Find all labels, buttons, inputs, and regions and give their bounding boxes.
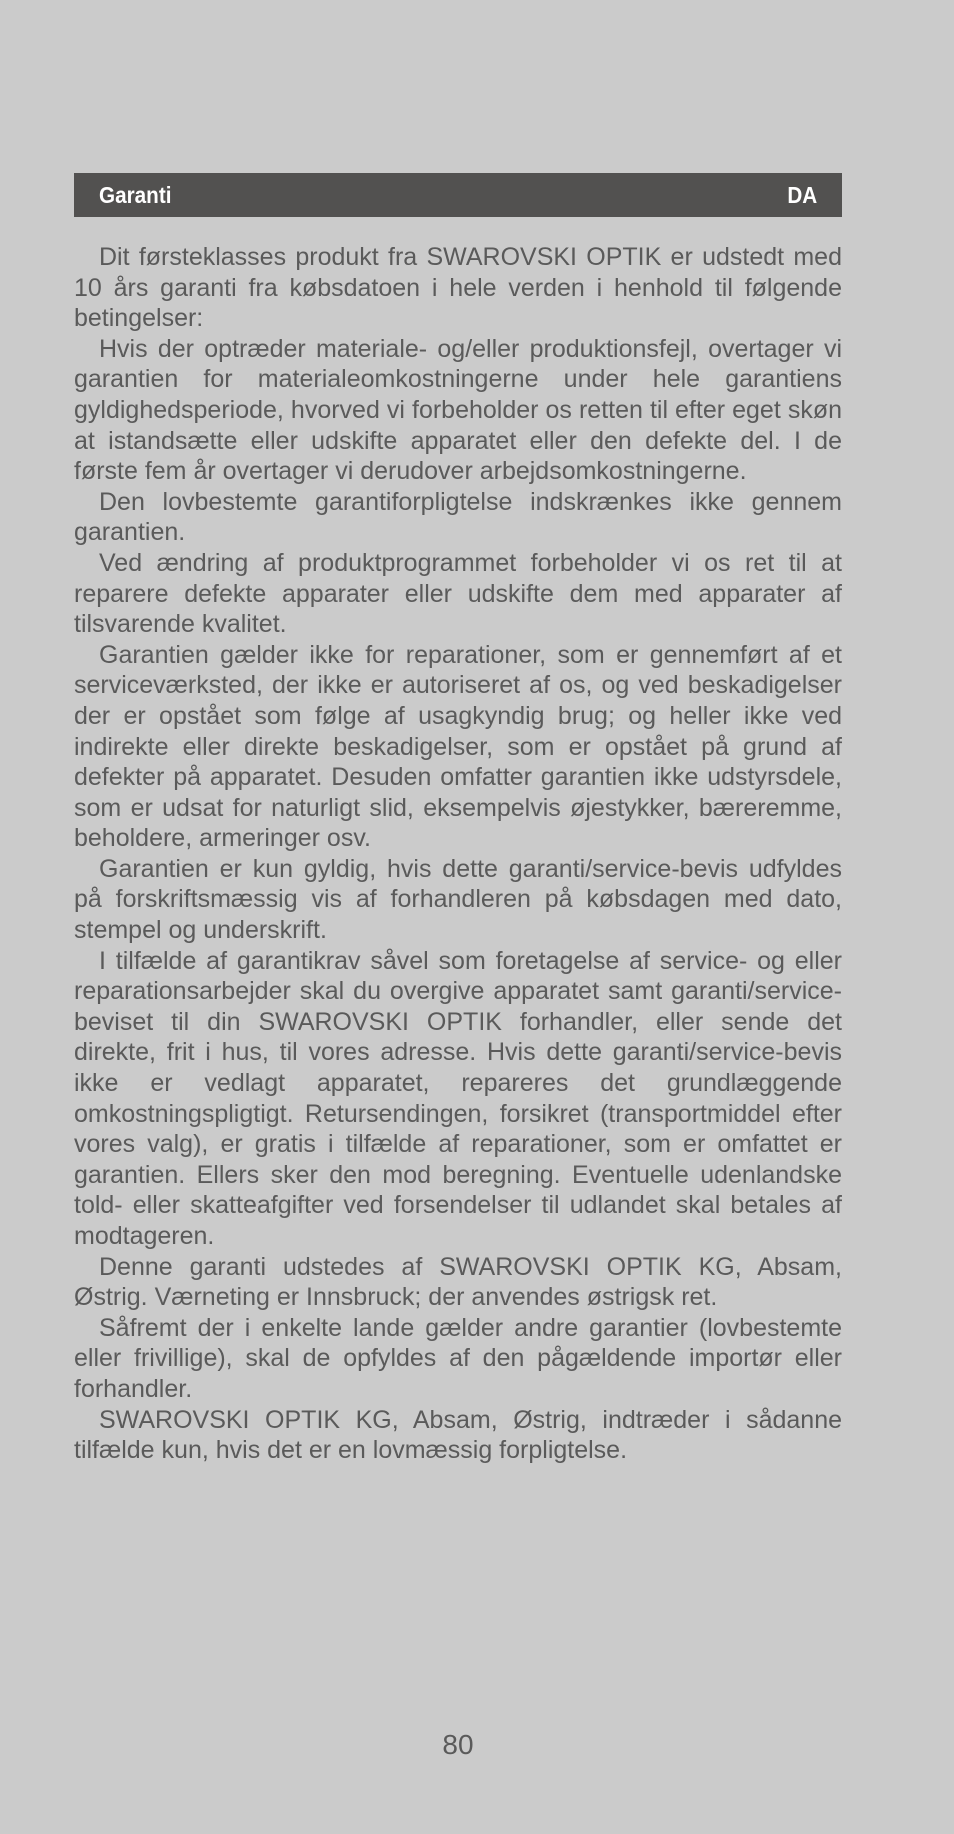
paragraph: Dit førsteklasses produkt fra SWAROVSKI OPTIK er udstedt med 10 års garanti fra købsdatoen i hele verden i henhold til følgende betingelser: [74, 243, 842, 333]
paragraph: I tilfælde af garantikrav såvel som foretagelse af service- og eller reparationsarbejder skal du overgive apparatet samt garanti/​service-beviset til din SWAROVSKI OPTIK forhandler, eller sende det direkte, frit i hus, til vores adresse. Hvis dette garanti/service-​bevis ikke er vedlagt apparatet, repareres det grundlæggende omkostningspligtigt. Retursendingen, forsikret (transportmiddel efter vores valg), er gratis i tilfælde af reparationer, som er omfattet er garantien. Ellers sker den mod beregning. Eventuelle udenlandske told- eller skatteafgifter ved forsendelser til udlandet skal betales af modtageren. [74, 946, 842, 1250]
section-header-bar [74, 173, 842, 217]
warranty-text [74, 242, 842, 1466]
paragraph: Hvis der optræder materiale- og/eller produktionsfejl, overtager vi garantien for materialeomkostningerne under hele garantiens gyldighedsperiode, hvorved vi forbeholder os retten til efter eget skøn at istandsætte eller udskifte apparatet eller den defekte del. I de første fem år overtager vi derudover arbejdsomkostningerne. [74, 334, 842, 486]
paragraph: Den lovbestemte garantiforpligtelse indskrænkes ikke gennem garantien. [74, 487, 842, 547]
paragraph: Ved ændring af produktprogrammet forbeholder vi os ret til at reparere defekte apparater eller udskifte dem med apparater af tilsvarende kvalitet. [74, 548, 842, 639]
section-title: Garanti [99, 181, 172, 208]
paragraph: Garantien er kun gyldig, hvis dette garanti/service-bevis udfyldes på forskriftsmæssig vis af forhandleren på købsdagen med dato, stempel og underskrift. [74, 854, 842, 945]
paragraph: Garantien gælder ikke for reparationer, som er gennemført af et serviceværksted, der ikke er autoriseret af os, og ved beskadigelser der er opstået som følge af usagkyndig brug; og heller ikke ved indirekte eller direkte beskadigelser, som er opstået på grund af defekter på apparatet. Desuden omfatter garantien ikke udstyrsdele, som er udsat for naturligt slid, eksempelvis øjestykker, bæreremme, beholdere, armeringer osv. [74, 640, 842, 853]
paragraph: SWAROVSKI OPTIK KG, Absam, Østrig, indtræder i sådanne tilfælde kun, hvis det er en lovmæssig forpligtelse. [74, 1405, 842, 1465]
paragraph: Såfremt der i enkelte lande gælder andre garantier (lovbestemte eller frivillige), skal de opfyldes af den pågældende importør eller forhandler. [74, 1313, 842, 1403]
paragraph: Denne garanti udstedes af SWAROVSKI OPTIK KG, Absam, Østrig. Værneting er Innsbruck; der anvendes østrigsk ret. [74, 1252, 842, 1312]
language-code: DA [787, 181, 817, 208]
page-number: 80 [442, 1729, 474, 1760]
